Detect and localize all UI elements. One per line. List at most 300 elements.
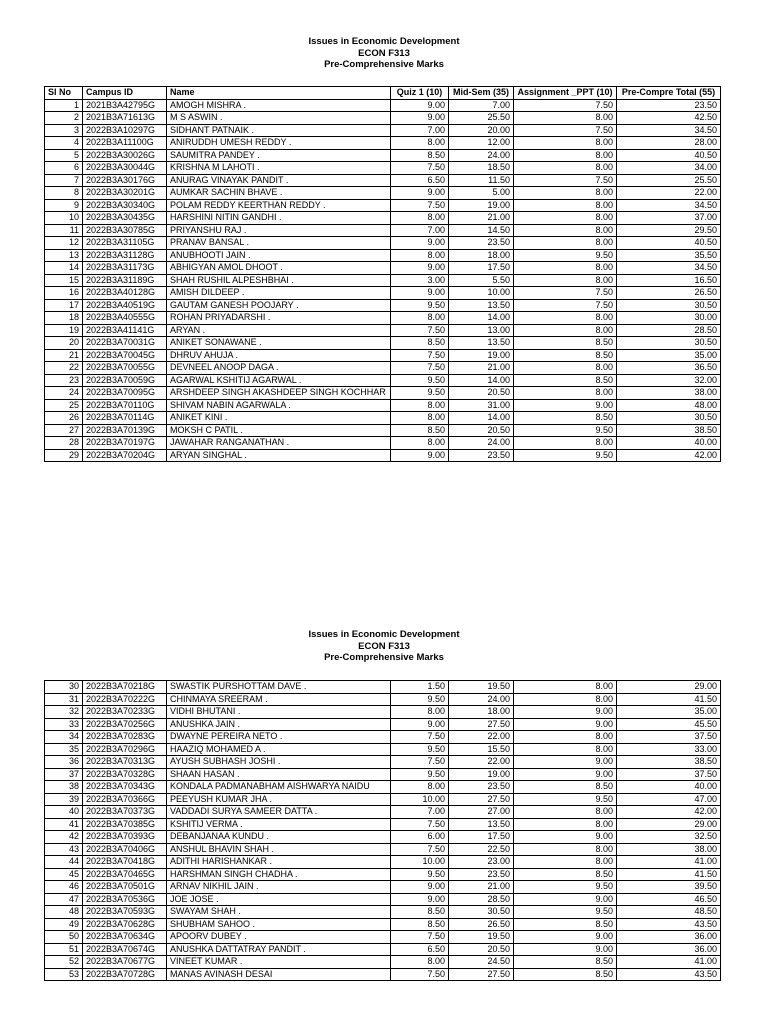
- cell-assignment: 8.00: [514, 806, 617, 819]
- table-row: [45, 299, 721, 312]
- cell-total: 40.00: [617, 437, 721, 450]
- cell-campus-id: 2022B3A31128G: [83, 249, 167, 262]
- cell-sl-no: 16: [45, 287, 83, 300]
- cell-midsem: 24.00: [449, 437, 514, 450]
- cell-total: 33.00: [617, 743, 721, 756]
- table-row: [45, 831, 721, 844]
- cell-midsem: 15.50: [449, 743, 514, 756]
- cell-midsem: 14.00: [449, 412, 514, 425]
- table-row: [45, 781, 721, 794]
- cell-assignment: 9.00: [514, 399, 617, 412]
- table-row: [45, 856, 721, 869]
- cell-midsem: 17.50: [449, 831, 514, 844]
- table-row: [45, 756, 721, 769]
- cell-sl-no: 33: [45, 718, 83, 731]
- cell-campus-id: 2022B3A70139G: [83, 424, 167, 437]
- cell-campus-id: 2022B3A70393G: [83, 831, 167, 844]
- cell-midsem: 14.00: [449, 312, 514, 325]
- cell-total: 39.50: [617, 881, 721, 894]
- cell-midsem: 24.00: [449, 693, 514, 706]
- cell-sl-no: 12: [45, 237, 83, 250]
- cell-campus-id: 2022B3A70373G: [83, 806, 167, 819]
- cell-total: 35.00: [617, 706, 721, 719]
- cell-name: AMISH DILDEEP .: [167, 287, 391, 300]
- cell-total: 38.50: [617, 424, 721, 437]
- cell-sl-no: 4: [45, 137, 83, 150]
- cell-quiz1: 7.50: [391, 731, 449, 744]
- cell-midsem: 13.50: [449, 818, 514, 831]
- cell-assignment: 8.00: [514, 693, 617, 706]
- course-title: Issues in Economic Development: [308, 36, 460, 47]
- cell-name: AUMKAR SACHIN BHAVE .: [167, 187, 391, 200]
- cell-name: AGARWAL KSHITIJ AGARWAL .: [167, 374, 391, 387]
- col-total: Pre-Compre Total (55): [617, 87, 721, 100]
- cell-total: 47.00: [617, 793, 721, 806]
- cell-name: ANIKET SONAWANE .: [167, 337, 391, 350]
- cell-sl-no: 47: [45, 893, 83, 906]
- cell-midsem: 19.00: [449, 768, 514, 781]
- table-row: [45, 412, 721, 425]
- cell-name: SAUMITRA PANDEY .: [167, 149, 391, 162]
- cell-name: AMOGH MISHRA .: [167, 99, 391, 112]
- cell-name: ABHIGYAN AMOL DHOOT .: [167, 262, 391, 275]
- cell-quiz1: 7.50: [391, 931, 449, 944]
- cell-sl-no: 31: [45, 693, 83, 706]
- cell-sl-no: 48: [45, 906, 83, 919]
- table-row: [45, 768, 721, 781]
- cell-total: 42.00: [617, 449, 721, 462]
- cell-sl-no: 29: [45, 449, 83, 462]
- cell-quiz1: 7.50: [391, 968, 449, 981]
- table-row: [45, 718, 721, 731]
- cell-name: MANAS AVINASH DESAI: [167, 968, 391, 981]
- cell-assignment: 8.00: [514, 856, 617, 869]
- table-row: [45, 99, 721, 112]
- cell-total: 28.00: [617, 137, 721, 150]
- cell-campus-id: 2022B3A41141G: [83, 324, 167, 337]
- cell-assignment: 9.00: [514, 831, 617, 844]
- cell-total: 38.00: [617, 843, 721, 856]
- cell-campus-id: 2022B3A70059G: [83, 374, 167, 387]
- cell-quiz1: 8.50: [391, 906, 449, 919]
- cell-name: VIDHI BHUTANI .: [167, 706, 391, 719]
- cell-total: 22.00: [617, 187, 721, 200]
- table-row: [45, 249, 721, 262]
- cell-sl-no: 44: [45, 856, 83, 869]
- cell-name: JOE JOSE .: [167, 893, 391, 906]
- cell-campus-id: 2022B3A10297G: [83, 124, 167, 137]
- cell-campus-id: 2022B3A30044G: [83, 162, 167, 175]
- cell-name: GAUTAM GANESH POOJARY .: [167, 299, 391, 312]
- cell-assignment: 8.50: [514, 337, 617, 350]
- cell-name: DHRUV AHUJA .: [167, 349, 391, 362]
- cell-quiz1: 8.00: [391, 137, 449, 150]
- cell-midsem: 27.50: [449, 968, 514, 981]
- cell-campus-id: 2022B3A30176G: [83, 174, 167, 187]
- cell-sl-no: 34: [45, 731, 83, 744]
- table-row: [45, 124, 721, 137]
- cell-name: SHAH RUSHIL ALPESHBHAI .: [167, 274, 391, 287]
- cell-campus-id: 2022B3A30785G: [83, 224, 167, 237]
- cell-midsem: 23.50: [449, 449, 514, 462]
- cell-sl-no: 22: [45, 362, 83, 375]
- cell-name: ANUSHKA DATTATRAY PANDIT .: [167, 943, 391, 956]
- cell-midsem: 18.50: [449, 162, 514, 175]
- cell-name: ADITHI HARISHANKAR .: [167, 856, 391, 869]
- cell-total: 34.50: [617, 124, 721, 137]
- table-row: [45, 956, 721, 969]
- cell-midsem: 22.50: [449, 843, 514, 856]
- cell-campus-id: 2022B3A70283G: [83, 731, 167, 744]
- cell-name: DWAYNE PEREIRA NETO .: [167, 731, 391, 744]
- cell-total: 38.00: [617, 387, 721, 400]
- cell-quiz1: 9.50: [391, 868, 449, 881]
- cell-campus-id: 2022B3A70465G: [83, 868, 167, 881]
- cell-total: 30.00: [617, 312, 721, 325]
- course-code: ECON F313: [358, 640, 410, 652]
- table-row: [45, 681, 721, 694]
- cell-midsem: 13.50: [449, 299, 514, 312]
- cell-sl-no: 10: [45, 212, 83, 225]
- table-row: [45, 112, 721, 125]
- cell-quiz1: 8.00: [391, 956, 449, 969]
- cell-campus-id: 2022B3A70677G: [83, 956, 167, 969]
- cell-assignment: 8.50: [514, 412, 617, 425]
- cell-assignment: 8.00: [514, 224, 617, 237]
- cell-midsem: 12.00: [449, 137, 514, 150]
- cell-assignment: 8.00: [514, 262, 617, 275]
- table-header-row: [45, 87, 721, 100]
- cell-assignment: 8.00: [514, 112, 617, 125]
- table-row: [45, 731, 721, 744]
- cell-assignment: 9.00: [514, 893, 617, 906]
- cell-campus-id: 2022B3A70593G: [83, 906, 167, 919]
- cell-sl-no: 52: [45, 956, 83, 969]
- cell-name: ANSHUL BHAVIN SHAH .: [167, 843, 391, 856]
- cell-midsem: 26.50: [449, 918, 514, 931]
- cell-total: 32.50: [617, 831, 721, 844]
- cell-campus-id: 2022B3A70328G: [83, 768, 167, 781]
- cell-campus-id: 2022B3A31105G: [83, 237, 167, 250]
- cell-assignment: 8.50: [514, 374, 617, 387]
- cell-total: 41.00: [617, 956, 721, 969]
- cell-total: 36.00: [617, 943, 721, 956]
- cell-sl-no: 41: [45, 818, 83, 831]
- col-sl-no: Sl No: [45, 87, 83, 100]
- cell-total: 28.50: [617, 324, 721, 337]
- cell-assignment: 8.00: [514, 137, 617, 150]
- table-row: [45, 224, 721, 237]
- cell-sl-no: 49: [45, 918, 83, 931]
- table-row: [45, 212, 721, 225]
- cell-assignment: 8.00: [514, 274, 617, 287]
- cell-midsem: 21.00: [449, 212, 514, 225]
- cell-midsem: 27.00: [449, 806, 514, 819]
- cell-campus-id: 2022B3A70385G: [83, 818, 167, 831]
- cell-total: 37.00: [617, 212, 721, 225]
- table-row: [45, 137, 721, 150]
- marks-table-page1: [44, 86, 721, 462]
- table-row: [45, 931, 721, 944]
- cell-quiz1: 8.00: [391, 781, 449, 794]
- cell-sl-no: 32: [45, 706, 83, 719]
- cell-midsem: 24.50: [449, 956, 514, 969]
- cell-assignment: 9.50: [514, 249, 617, 262]
- cell-total: 46.50: [617, 893, 721, 906]
- cell-campus-id: 2022B3A70501G: [83, 881, 167, 894]
- cell-name: DEBANJANAA KUNDU .: [167, 831, 391, 844]
- cell-sl-no: 7: [45, 174, 83, 187]
- cell-total: 37.50: [617, 768, 721, 781]
- cell-midsem: 5.50: [449, 274, 514, 287]
- cell-campus-id: 2022B3A30435G: [83, 212, 167, 225]
- cell-assignment: 9.50: [514, 793, 617, 806]
- cell-assignment: 9.00: [514, 768, 617, 781]
- cell-assignment: 9.00: [514, 706, 617, 719]
- cell-quiz1: 9.00: [391, 99, 449, 112]
- cell-total: 35.50: [617, 249, 721, 262]
- cell-name: SHIVAM NABIN AGARWALA .: [167, 399, 391, 412]
- cell-assignment: 8.00: [514, 162, 617, 175]
- cell-midsem: 11.50: [449, 174, 514, 187]
- cell-total: 38.50: [617, 756, 721, 769]
- cell-campus-id: 2022B3A70055G: [83, 362, 167, 375]
- cell-assignment: 8.50: [514, 918, 617, 931]
- cell-campus-id: 2022B3A30026G: [83, 149, 167, 162]
- cell-midsem: 22.00: [449, 756, 514, 769]
- cell-name: DEVNEEL ANOOP DAGA .: [167, 362, 391, 375]
- table-row: [45, 437, 721, 450]
- cell-total: 40.00: [617, 781, 721, 794]
- cell-midsem: 21.00: [449, 881, 514, 894]
- cell-midsem: 20.00: [449, 124, 514, 137]
- cell-sl-no: 51: [45, 943, 83, 956]
- cell-campus-id: 2021B3A71613G: [83, 112, 167, 125]
- cell-name: ANIRUDDH UMESH REDDY .: [167, 137, 391, 150]
- table-row: [45, 881, 721, 894]
- table-row: [45, 906, 721, 919]
- cell-quiz1: 7.50: [391, 818, 449, 831]
- cell-campus-id: 2022B3A70343G: [83, 781, 167, 794]
- table-row: [45, 387, 721, 400]
- cell-assignment: 8.00: [514, 681, 617, 694]
- cell-midsem: 23.00: [449, 856, 514, 869]
- cell-name: ANUSHKA JAIN .: [167, 718, 391, 731]
- cell-total: 26.50: [617, 287, 721, 300]
- cell-campus-id: 2022B3A31173G: [83, 262, 167, 275]
- cell-quiz1: 8.00: [391, 399, 449, 412]
- cell-name: JAWAHAR RANGANATHAN .: [167, 437, 391, 450]
- cell-assignment: 8.00: [514, 437, 617, 450]
- cell-name: ROHAN PRIYADARSHI .: [167, 312, 391, 325]
- table-row: [45, 968, 721, 981]
- cell-quiz1: 9.00: [391, 287, 449, 300]
- cell-quiz1: 9.50: [391, 387, 449, 400]
- cell-sl-no: 42: [45, 831, 83, 844]
- table-row: [45, 943, 721, 956]
- cell-total: 42.00: [617, 806, 721, 819]
- cell-quiz1: 8.50: [391, 337, 449, 350]
- cell-quiz1: 3.00: [391, 274, 449, 287]
- cell-quiz1: 7.50: [391, 162, 449, 175]
- cell-campus-id: 2022B3A11100G: [83, 137, 167, 150]
- cell-name: PEEYUSH KUMAR JHA .: [167, 793, 391, 806]
- cell-name: ANUBHOOTI JAIN .: [167, 249, 391, 262]
- cell-midsem: 14.00: [449, 374, 514, 387]
- cell-midsem: 18.00: [449, 249, 514, 262]
- cell-campus-id: 2022B3A40555G: [83, 312, 167, 325]
- cell-campus-id: 2022B3A70296G: [83, 743, 167, 756]
- cell-name: ARNAV NIKHIL JAIN .: [167, 881, 391, 894]
- cell-total: 34.50: [617, 262, 721, 275]
- cell-sl-no: 15: [45, 274, 83, 287]
- cell-total: 45.50: [617, 718, 721, 731]
- cell-assignment: 8.00: [514, 237, 617, 250]
- cell-name: ARYAN SINGHAL .: [167, 449, 391, 462]
- cell-name: ANIKET KINI .: [167, 412, 391, 425]
- cell-sl-no: 39: [45, 793, 83, 806]
- cell-sl-no: 11: [45, 224, 83, 237]
- cell-total: 23.50: [617, 99, 721, 112]
- cell-quiz1: 9.00: [391, 187, 449, 200]
- cell-total: 36.50: [617, 362, 721, 375]
- table-row: [45, 374, 721, 387]
- cell-total: 35.00: [617, 349, 721, 362]
- cell-assignment: 9.00: [514, 943, 617, 956]
- cell-campus-id: 2022B3A70031G: [83, 337, 167, 350]
- cell-sl-no: 14: [45, 262, 83, 275]
- cell-name: HARSHINI NITIN GANDHI .: [167, 212, 391, 225]
- cell-sl-no: 27: [45, 424, 83, 437]
- cell-sl-no: 19: [45, 324, 83, 337]
- cell-sl-no: 30: [45, 681, 83, 694]
- cell-campus-id: 2022B3A31189G: [83, 274, 167, 287]
- cell-assignment: 9.50: [514, 906, 617, 919]
- cell-midsem: 17.50: [449, 262, 514, 275]
- cell-total: 32.00: [617, 374, 721, 387]
- cell-quiz1: 6.50: [391, 174, 449, 187]
- cell-quiz1: 7.50: [391, 199, 449, 212]
- cell-total: 43.50: [617, 918, 721, 931]
- cell-campus-id: 2022B3A30201G: [83, 187, 167, 200]
- cell-name: AYUSH SUBHASH JOSHI .: [167, 756, 391, 769]
- cell-sl-no: 2: [45, 112, 83, 125]
- cell-assignment: 8.00: [514, 149, 617, 162]
- marks-title: Pre-Comprehensive Marks: [324, 59, 444, 70]
- cell-campus-id: 2022B3A70110G: [83, 399, 167, 412]
- cell-assignment: 9.00: [514, 756, 617, 769]
- cell-campus-id: 2022B3A70045G: [83, 349, 167, 362]
- cell-quiz1: 7.50: [391, 362, 449, 375]
- cell-quiz1: 9.00: [391, 237, 449, 250]
- table-row: [45, 337, 721, 350]
- cell-midsem: 23.50: [449, 781, 514, 794]
- cell-name: SHAAN HASAN .: [167, 768, 391, 781]
- table-row: [45, 237, 721, 250]
- cell-name: KONDALA PADMANABHAM AISHWARYA NAIDU: [167, 781, 391, 794]
- cell-campus-id: 2022B3A40128G: [83, 287, 167, 300]
- cell-quiz1: 9.00: [391, 449, 449, 462]
- cell-total: 29.00: [617, 681, 721, 694]
- cell-assignment: 8.50: [514, 956, 617, 969]
- cell-midsem: 25.50: [449, 112, 514, 125]
- cell-name: KSHITIJ VERMA .: [167, 818, 391, 831]
- cell-assignment: 9.00: [514, 718, 617, 731]
- cell-name: POLAM REDDY KEERTHAN REDDY .: [167, 199, 391, 212]
- cell-name: MOKSH C PATIL .: [167, 424, 391, 437]
- cell-midsem: 27.50: [449, 718, 514, 731]
- cell-name: SHUBHAM SAHOO .: [167, 918, 391, 931]
- cell-sl-no: 53: [45, 968, 83, 981]
- cell-sl-no: 3: [45, 124, 83, 137]
- table-row: [45, 174, 721, 187]
- cell-assignment: 8.50: [514, 349, 617, 362]
- cell-quiz1: 9.00: [391, 881, 449, 894]
- table-row: [45, 868, 721, 881]
- cell-quiz1: 10.00: [391, 856, 449, 869]
- cell-midsem: 7.00: [449, 99, 514, 112]
- marks-title: Pre-Comprehensive Marks: [324, 652, 444, 663]
- table-row: [45, 149, 721, 162]
- cell-sl-no: 21: [45, 349, 83, 362]
- cell-quiz1: 9.50: [391, 299, 449, 312]
- cell-quiz1: 8.00: [391, 412, 449, 425]
- col-quiz1: Quiz 1 (10): [391, 87, 449, 100]
- cell-assignment: 8.00: [514, 743, 617, 756]
- cell-quiz1: 9.00: [391, 893, 449, 906]
- cell-campus-id: 2022B3A40519G: [83, 299, 167, 312]
- cell-quiz1: 8.50: [391, 149, 449, 162]
- cell-assignment: 9.00: [514, 931, 617, 944]
- cell-assignment: 7.50: [514, 287, 617, 300]
- cell-assignment: 8.00: [514, 324, 617, 337]
- cell-name: PRIYANSHU RAJ .: [167, 224, 391, 237]
- col-name: Name: [167, 87, 391, 100]
- table-row: [45, 187, 721, 200]
- cell-sl-no: 17: [45, 299, 83, 312]
- cell-midsem: 21.00: [449, 362, 514, 375]
- course-code: ECON F313: [358, 47, 410, 59]
- cell-name: SWAYAM SHAH .: [167, 906, 391, 919]
- cell-name: VADDADI SURYA SAMEER DATTA .: [167, 806, 391, 819]
- table-row: [45, 706, 721, 719]
- cell-name: ARYAN .: [167, 324, 391, 337]
- cell-midsem: 23.50: [449, 237, 514, 250]
- cell-quiz1: 8.00: [391, 437, 449, 450]
- cell-midsem: 18.00: [449, 706, 514, 719]
- cell-campus-id: 2022B3A70628G: [83, 918, 167, 931]
- cell-quiz1: 6.50: [391, 943, 449, 956]
- table-row: [45, 793, 721, 806]
- table-row: [45, 287, 721, 300]
- cell-quiz1: 8.50: [391, 918, 449, 931]
- cell-midsem: 30.50: [449, 906, 514, 919]
- cell-total: 34.00: [617, 162, 721, 175]
- table-row: [45, 818, 721, 831]
- cell-assignment: 9.50: [514, 449, 617, 462]
- cell-campus-id: 2022B3A30340G: [83, 199, 167, 212]
- cell-midsem: 24.00: [449, 149, 514, 162]
- col-campus-id: Campus ID: [83, 87, 167, 100]
- cell-midsem: 19.00: [449, 199, 514, 212]
- cell-assignment: 7.50: [514, 299, 617, 312]
- cell-quiz1: 10.00: [391, 793, 449, 806]
- cell-name: HARSHMAN SINGH CHADHA .: [167, 868, 391, 881]
- cell-midsem: 31.00: [449, 399, 514, 412]
- cell-campus-id: 2022B3A70095G: [83, 387, 167, 400]
- cell-name: HAAZIQ MOHAMED A .: [167, 743, 391, 756]
- table-row: [45, 399, 721, 412]
